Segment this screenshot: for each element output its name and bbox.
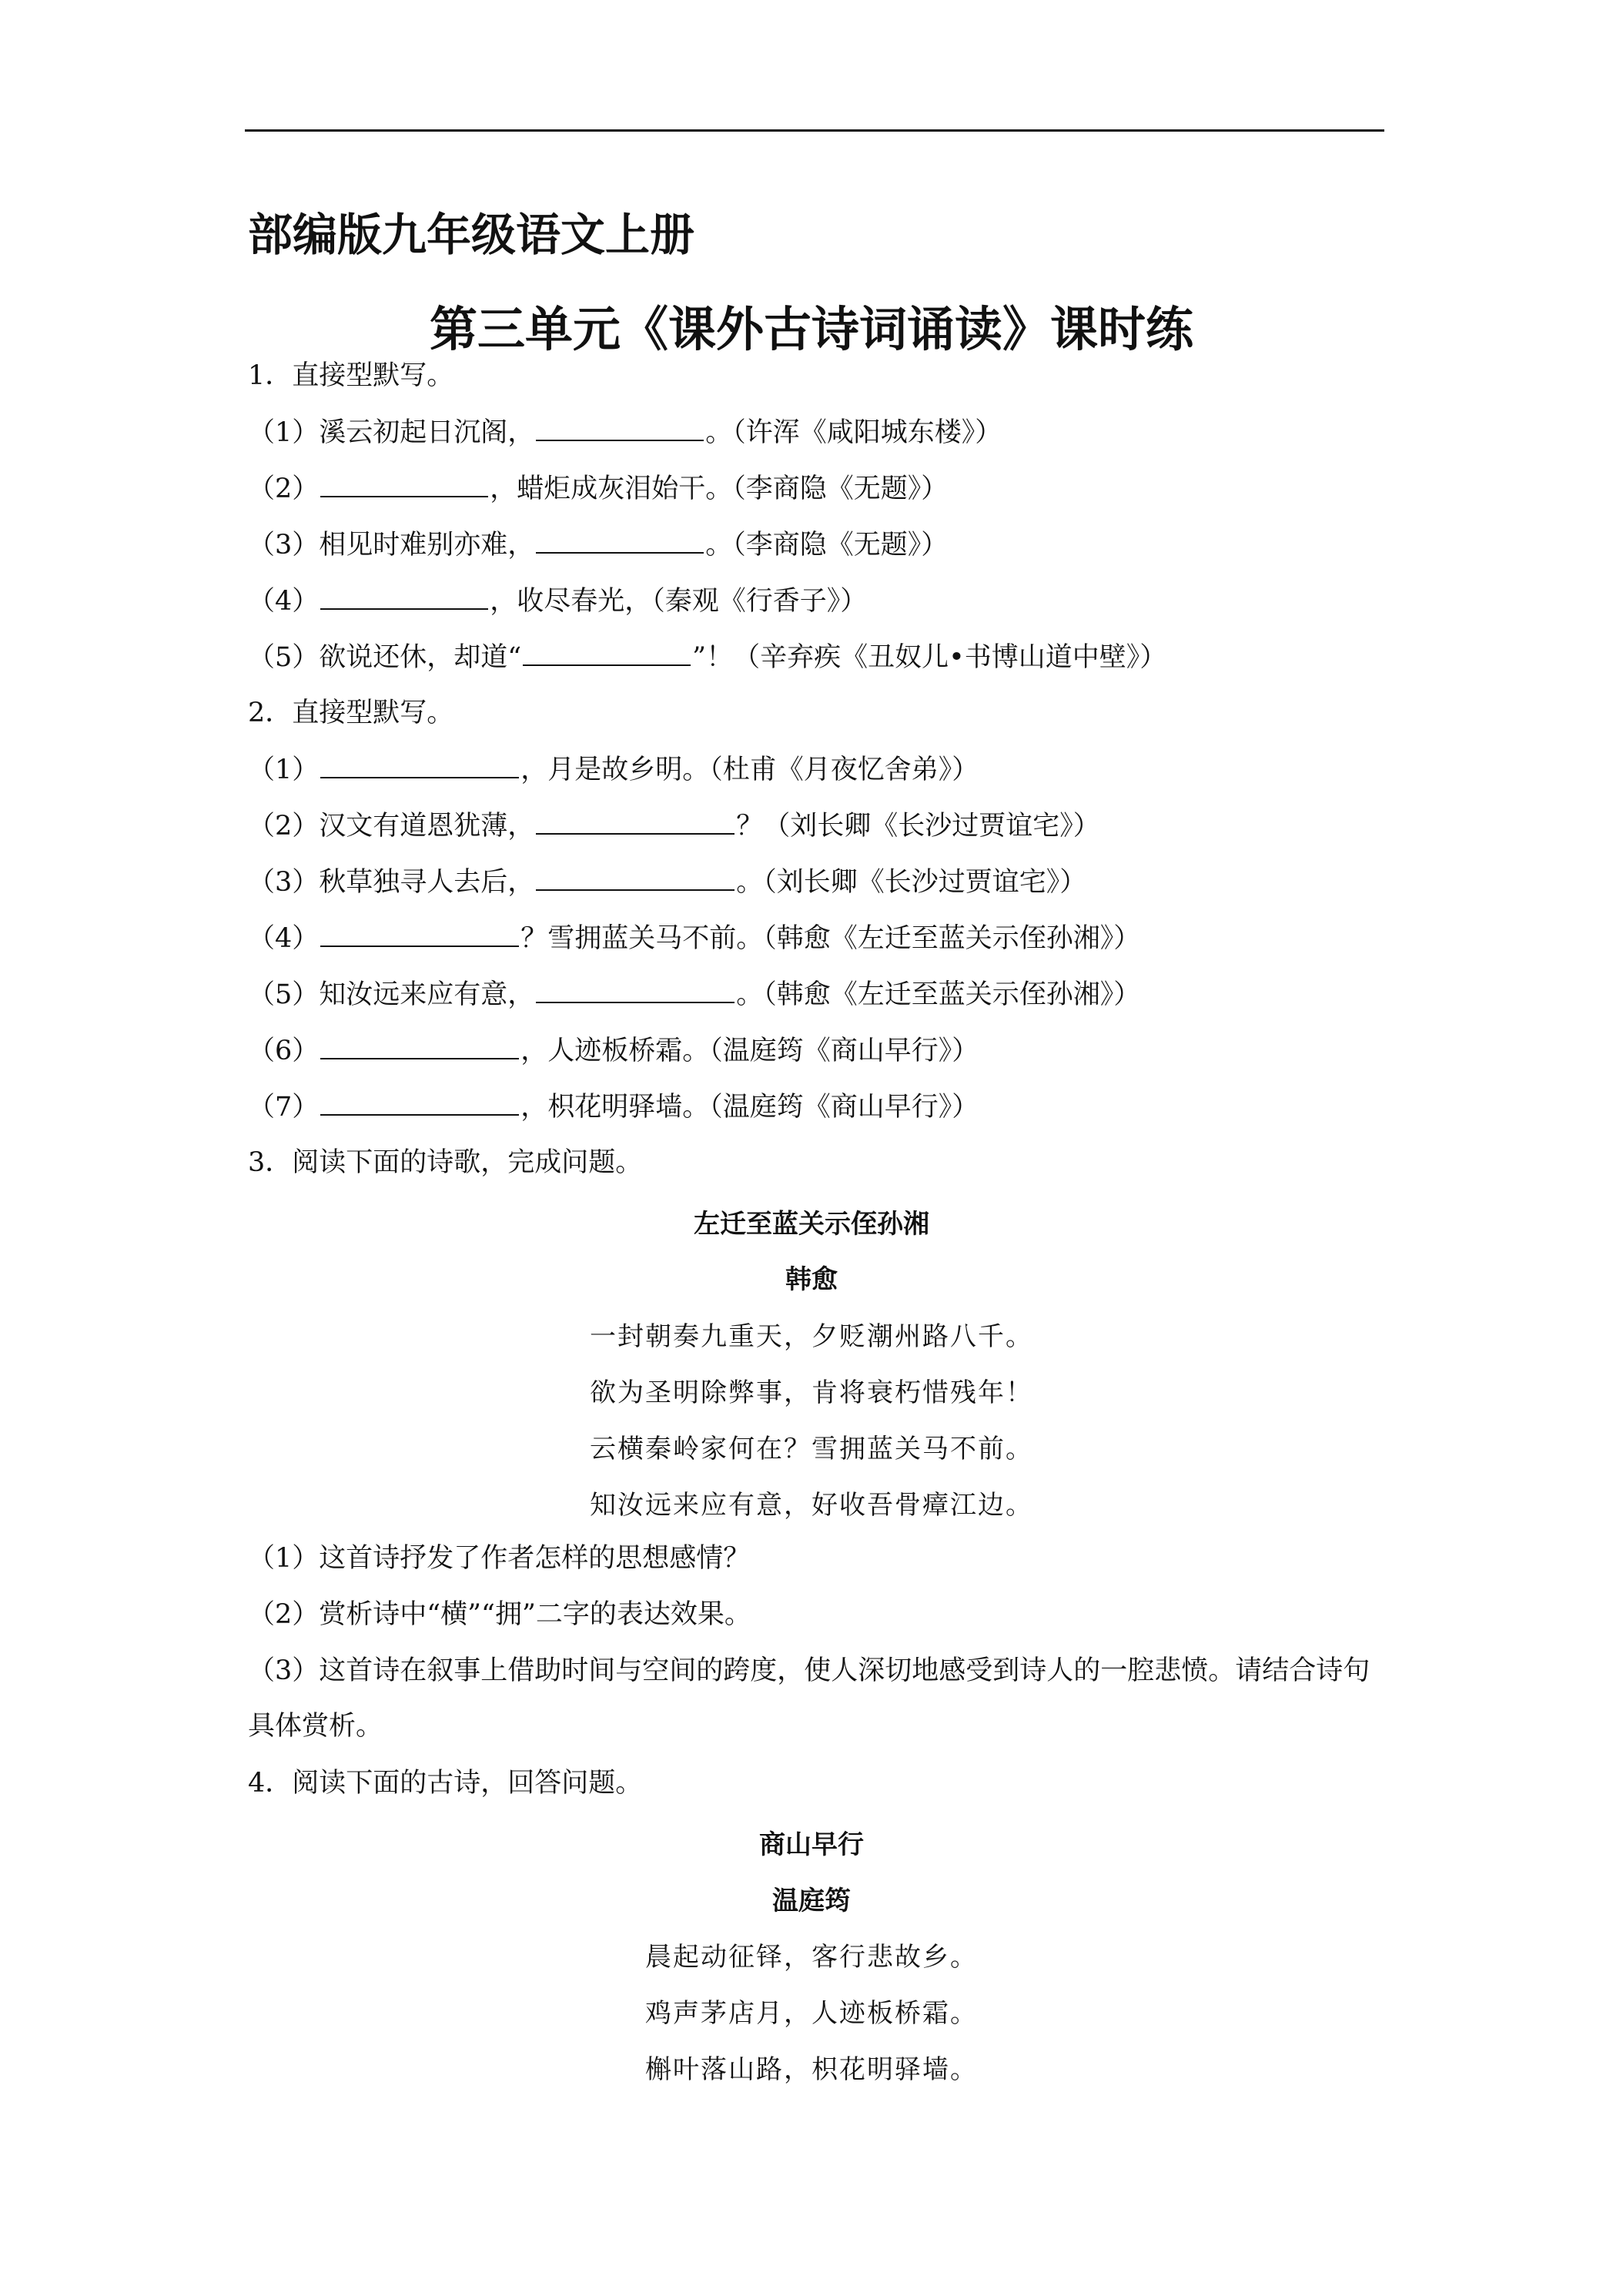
- item-prefix: （1）: [248, 755, 320, 785]
- item-suffix: 。（李商隐《无题》）: [705, 530, 949, 561]
- poem-author: 温庭筠: [772, 1886, 851, 1916]
- item-suffix: ，月是故乡明。（杜甫《月夜忆舍弟》）: [520, 755, 979, 785]
- q2-heading: 2．直接型默写。: [248, 698, 454, 728]
- item-prefix: （5）知汝远来应有意，: [248, 979, 535, 1010]
- answer-blank[interactable]: [320, 751, 519, 778]
- answer-blank[interactable]: [536, 863, 735, 891]
- item-suffix: ，枳花明驿墙。（温庭筠《商山早行》）: [520, 1092, 979, 1123]
- item-suffix: ？雪拥蓝关马不前。（韩愈《左迁至蓝关示侄孙湘》）: [520, 923, 1141, 954]
- q1-heading: 1．直接型默写。: [248, 360, 454, 391]
- item-prefix: （2）汉文有道恩犹薄，: [248, 811, 535, 842]
- poem-title: 商山早行: [759, 1829, 864, 1860]
- poem-author: 韩愈: [785, 1264, 838, 1295]
- item-suffix: ，蜡炬成灰泪始干。（李商隐《无题》）: [490, 474, 949, 504]
- answer-blank[interactable]: [523, 638, 691, 666]
- q1-item: [248, 638, 1166, 676]
- header-rule: [245, 129, 1384, 132]
- q3-question: （1）这首诗抒发了作者怎样的思想感情？: [248, 1543, 751, 1574]
- q3-heading: 3．阅读下面的诗歌，完成问题。: [248, 1147, 643, 1178]
- item-prefix: （5）欲说还休，却道“: [248, 642, 522, 673]
- item-suffix: ”！（辛弃疾《丑奴儿•书博山道中壁》）: [692, 642, 1167, 673]
- answer-blank[interactable]: [536, 976, 735, 1003]
- item-suffix: ，人迹板桥霜。（温庭筠《商山早行》）: [520, 1036, 979, 1066]
- q2-item: [248, 1088, 979, 1126]
- item-suffix: 。（许浑《咸阳城东楼》）: [705, 417, 1002, 448]
- q2-item: [248, 919, 1140, 957]
- item-prefix: （3）秋草独寻人去后，: [248, 867, 535, 898]
- poem-line: 欲为圣明除弊事，肯将衰朽惜残年！: [590, 1377, 1033, 1408]
- q2-item: [248, 976, 1140, 1013]
- answer-blank[interactable]: [320, 582, 488, 610]
- answer-blank[interactable]: [320, 1088, 519, 1116]
- item-suffix: ？（刘长卿《长沙过贾谊宅》）: [736, 811, 1100, 842]
- item-prefix: （4）: [248, 586, 320, 617]
- item-suffix: 。（韩愈《左迁至蓝关示侄孙湘》）: [736, 979, 1141, 1010]
- q2-item: [248, 1032, 979, 1069]
- poem-line: 一封朝奏九重天，夕贬潮州路八千。: [590, 1321, 1033, 1352]
- document-title: 部编版九年级语文上册: [248, 209, 695, 261]
- item-prefix: （2）: [248, 474, 320, 504]
- answer-blank[interactable]: [320, 1032, 519, 1059]
- item-suffix: 。（刘长卿《长沙过贾谊宅》）: [736, 867, 1087, 898]
- answer-blank[interactable]: [320, 919, 519, 947]
- q2-item: [248, 863, 1086, 901]
- q2-item: [248, 807, 1100, 845]
- q3-question: （3）这首诗在叙事上借助时间与空间的跨度，使人深切地感受到诗人的一腔悲愤。请结合诗句具体赏析。: [248, 1655, 1370, 1742]
- q1-item: [248, 413, 1002, 451]
- q1-item: [248, 582, 867, 620]
- item-prefix: （6）: [248, 1036, 320, 1066]
- q1-item: [248, 470, 948, 507]
- q1-item: [248, 526, 948, 564]
- answer-blank[interactable]: [536, 807, 735, 835]
- poem-title: 左迁至蓝关示侄孙湘: [694, 1209, 929, 1240]
- poem-line: 知汝远来应有意，好收吾骨瘴江边。: [590, 1490, 1033, 1521]
- q3-question: （2）赏析诗中“横”“拥”二字的表达效果。: [248, 1599, 751, 1630]
- poem-line: 槲叶落山路，枳花明驿墙。: [645, 2054, 978, 2085]
- answer-blank[interactable]: [536, 526, 704, 554]
- item-prefix: （1）溪云初起日沉阁，: [248, 417, 535, 448]
- q4-heading: 4．阅读下面的古诗，回答问题。: [248, 1768, 643, 1799]
- item-prefix: （3）相见时难别亦难，: [248, 530, 535, 561]
- poem-line: 云横秦岭家何在？雪拥蓝关马不前。: [590, 1434, 1033, 1464]
- answer-blank[interactable]: [320, 470, 488, 497]
- document-subtitle: 第三单元《课外古诗词诵读》课时练: [429, 301, 1193, 357]
- item-suffix: ，收尽春光，（秦观《行香子》）: [490, 586, 868, 617]
- item-prefix: （4）: [248, 923, 320, 954]
- poem-line: 鸡声茅店月，人迹板桥霜。: [645, 1998, 978, 2029]
- answer-blank[interactable]: [536, 413, 704, 441]
- item-prefix: （7）: [248, 1092, 320, 1123]
- q2-item: [248, 751, 979, 788]
- poem-line: 晨起动征铎，客行悲故乡。: [645, 1942, 978, 1973]
